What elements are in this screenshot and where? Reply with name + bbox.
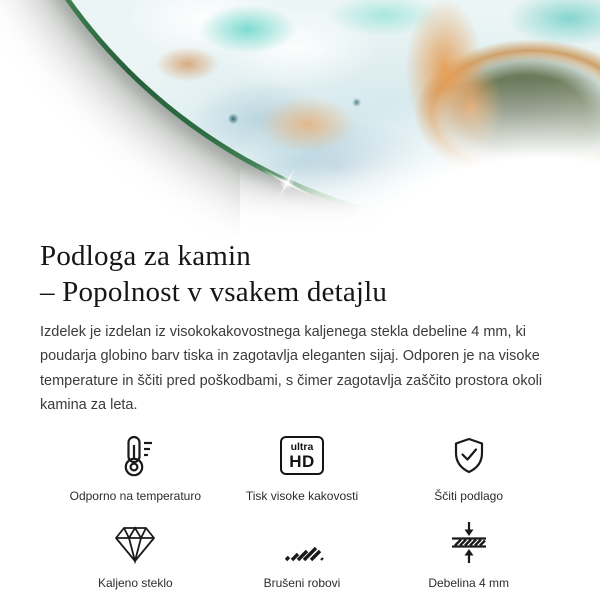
shield-check-icon xyxy=(445,432,493,480)
page-title-line1: Podloga za kamin xyxy=(40,240,251,272)
features-grid xyxy=(40,432,564,590)
feature-thickness xyxy=(385,519,552,590)
sparkle-core xyxy=(354,203,370,219)
feature-label: Odporno na temperaturo xyxy=(69,488,202,503)
brushed-edges-icon xyxy=(278,519,326,567)
thermometer-icon xyxy=(111,432,159,480)
intro-paragraph: Izdelek je izdelan iz visokokakovostnega kaljenega stekla debeline 4 mm, ki poudarja globino barv tiska in zagotavlja eleganten sijaj. Odporen je na visoke temperature in ščiti pred poškodbami, s čimer zagotavlja zaščito prostora okoli kamina za leta. xyxy=(40,324,543,414)
ultra-hd-text-top: ultra xyxy=(290,440,314,453)
sparkle-core xyxy=(279,175,295,191)
ultra-hd-text-bottom: HD xyxy=(289,452,315,472)
page-title-line2: – Popolnost v vsakem detajlu xyxy=(40,276,388,308)
feature-label: Tisk visoke kakovosti xyxy=(245,488,359,503)
ultra-hd-icon xyxy=(278,432,326,480)
thickness-icon xyxy=(445,519,493,567)
feature-temperature-resistant xyxy=(52,432,219,503)
feature-label: Debelina 4 mm xyxy=(428,575,510,590)
feature-print-quality xyxy=(219,432,386,503)
page-title xyxy=(40,238,564,310)
feature-label: Ščiti podlago xyxy=(434,488,504,503)
feature-label: Kaljeno steklo xyxy=(97,575,173,590)
feature-label: Brušeni robovi xyxy=(263,575,341,590)
marble-artwork xyxy=(0,0,600,228)
feature-ground-edges xyxy=(219,519,386,590)
feature-tempered-glass xyxy=(52,519,219,590)
glass-disc-edge xyxy=(0,0,600,233)
feature-protects-surface xyxy=(385,432,552,503)
diamond-icon xyxy=(111,519,159,567)
content-area xyxy=(0,238,600,590)
product-photo xyxy=(0,0,600,235)
